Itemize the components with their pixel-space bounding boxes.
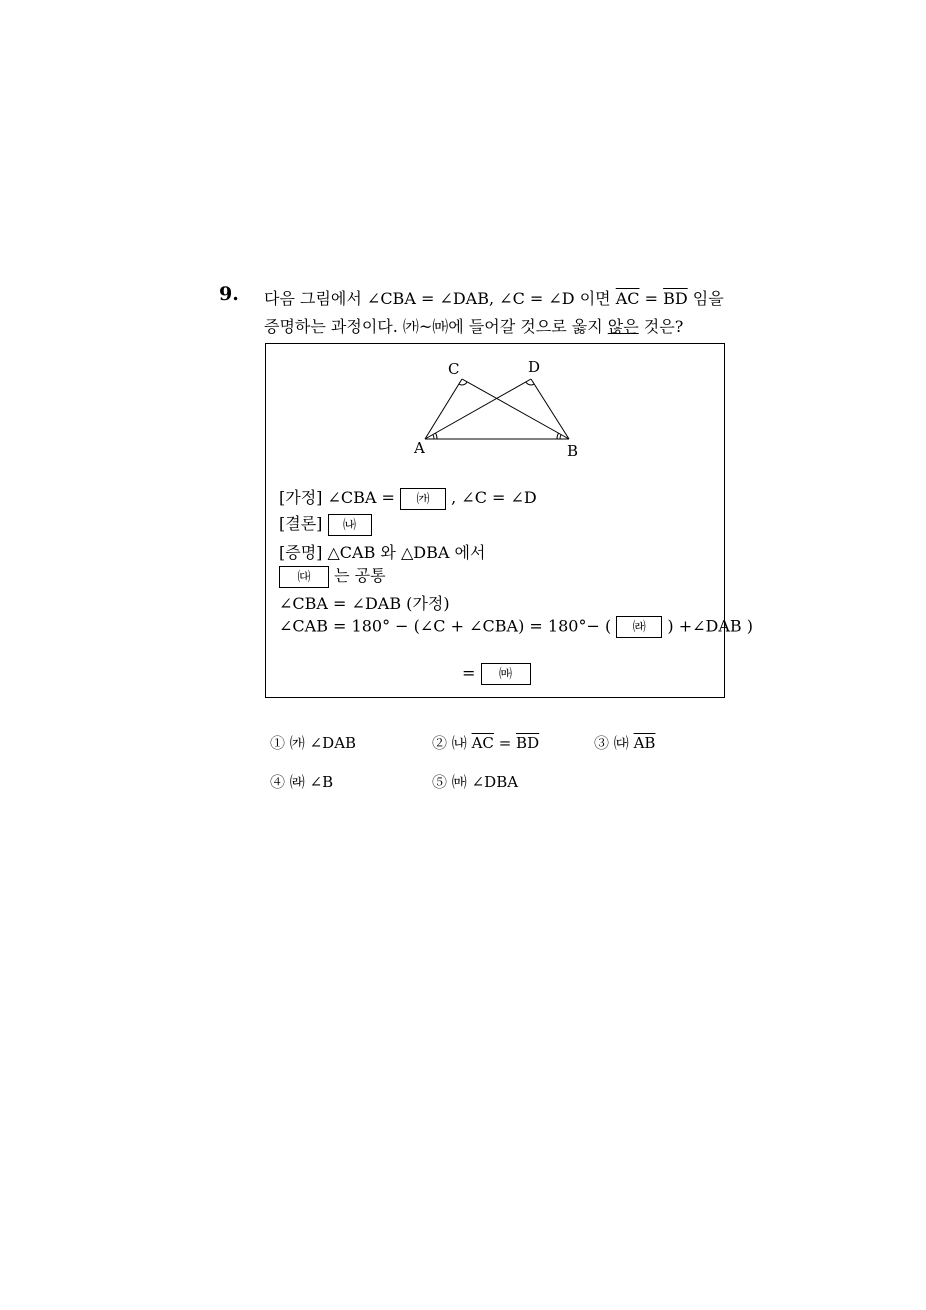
label-c: C (448, 360, 460, 378)
proof-intro-line: [증명] △CAB 와 △DBA 에서 (279, 543, 486, 562)
common-text: 는 공통 (334, 566, 386, 585)
choice-4-text: ∠B (309, 773, 334, 791)
segment-ac: $\overline{AC}$ (615, 289, 640, 308)
choice-3-segment-ab: $\overline{AB}$ (633, 734, 656, 752)
choice-1-tag: ㈎ (289, 734, 305, 752)
proof-box (265, 343, 753, 698)
common-line (279, 563, 386, 588)
question-line-1-suffix: 임을 (692, 289, 724, 308)
question-line-2 (264, 314, 683, 337)
choice-5-text: ∠DBA (471, 773, 519, 791)
choice-1-text: ∠DAB (309, 734, 357, 752)
choice-5-number: ⑤ (432, 773, 448, 791)
choice-2-tag: ㈏ (451, 734, 467, 752)
choice-5-tag: ㈒ (451, 773, 467, 791)
choice-4-number: ④ (270, 773, 286, 791)
choice-5[interactable] (432, 771, 518, 792)
angle-cba-line: ∠CBA = ∠DAB (가정) (279, 594, 450, 613)
choice-2-number: ② (432, 734, 448, 752)
blank-da: ㈐ (279, 566, 329, 588)
question-line-1-prefix: 다음 그림에서 ∠CBA = ∠DAB, ∠C = ∠D 이면 (264, 289, 611, 308)
final-line (462, 663, 531, 685)
blank-ma: ㈒ (481, 663, 531, 685)
choice-2-equals: = (498, 734, 512, 752)
segment-line-ca (425, 379, 462, 439)
question-line-2-suffix: 것은? (643, 317, 684, 336)
choice-1[interactable] (270, 732, 356, 753)
question-line-1 (264, 286, 724, 309)
segment-bd: $\overline{BD}$ (663, 289, 688, 308)
label-d: D (528, 358, 541, 376)
choice-3-number: ③ (594, 734, 610, 752)
angle-mark-b-outer (557, 433, 559, 439)
question-number: 9. (219, 283, 239, 305)
choice-1-number: ① (270, 734, 286, 752)
conclusion-line (279, 511, 372, 536)
blank-na: ㈏ (328, 514, 372, 536)
choice-2[interactable] (432, 732, 539, 753)
question-line-2-prefix: 증명하는 과정이다. ㈎~㈒에 들어갈 것으로 옳지 (264, 317, 603, 336)
label-a: A (414, 439, 425, 457)
choice-2-segment-bd: $\overline{BD}$ (516, 734, 540, 752)
hypothesis-label: [가정] ∠CBA = (279, 488, 395, 507)
triangle-figure (266, 344, 726, 469)
hypothesis-line (279, 485, 537, 510)
equals-sign: = (644, 289, 659, 308)
angle-cab-suffix: ) +∠DAB ) (667, 616, 753, 636)
final-equals: = (462, 663, 476, 683)
choice-4-tag: ㈑ (289, 773, 305, 791)
blank-ga: ㈎ (400, 488, 446, 510)
angle-mark-a-outer (436, 433, 438, 439)
choice-3[interactable] (594, 732, 655, 753)
label-b: B (567, 442, 579, 460)
hypothesis-rest: , ∠C = ∠D (451, 488, 537, 507)
angle-cab-prefix: ∠CAB = 180° − (∠C + ∠CBA) = 180°− ( (279, 616, 612, 636)
blank-ra: ㈑ (616, 616, 662, 638)
angle-cab-line (279, 616, 753, 638)
conclusion-label: [결론] (279, 514, 323, 533)
underlined-word: 않은 (607, 317, 639, 336)
segment-line-db (531, 379, 569, 439)
choice-3-tag: ㈐ (613, 734, 629, 752)
angle-mark-b-inner (560, 435, 561, 440)
choice-2-segment-ac: $\overline{AC}$ (471, 734, 494, 752)
choice-4[interactable] (270, 771, 333, 792)
angle-mark-a-inner (433, 435, 434, 440)
